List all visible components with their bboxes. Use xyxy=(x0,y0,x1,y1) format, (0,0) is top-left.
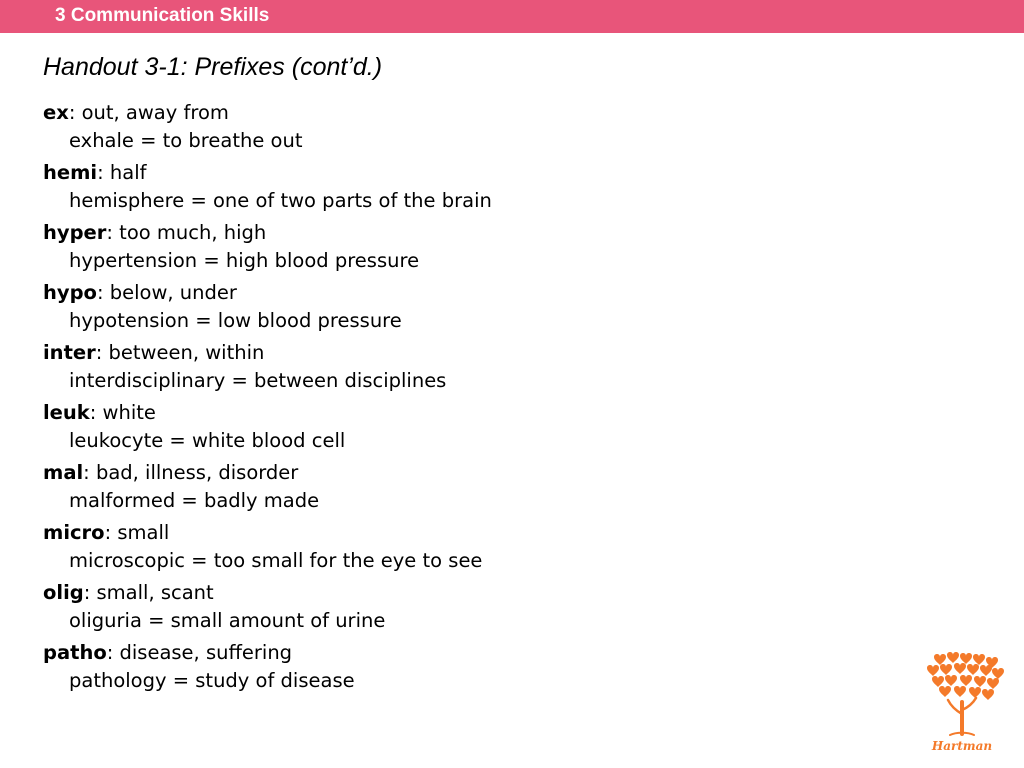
prefix-term: micro xyxy=(43,521,105,544)
prefix-definition xyxy=(43,159,843,187)
prefix-definition xyxy=(43,279,843,307)
prefix-term: olig xyxy=(43,581,84,604)
prefix-meaning: : too much, high xyxy=(106,221,267,244)
prefix-entry xyxy=(43,279,843,339)
prefix-meaning: : below, under xyxy=(96,281,237,304)
prefix-entry xyxy=(43,399,843,459)
prefix-example: hypotension = low blood pressure xyxy=(69,309,402,332)
prefix-term: hypo xyxy=(43,281,97,304)
prefix-meaning: : half xyxy=(97,161,147,184)
prefix-definition xyxy=(43,519,843,547)
prefix-example: hypertension = high blood pressure xyxy=(69,249,420,272)
hartman-logo xyxy=(920,652,1004,756)
prefix-definition xyxy=(43,459,843,487)
prefix-entry xyxy=(43,339,843,399)
prefix-meaning: : out, away from xyxy=(68,101,229,124)
prefix-entry xyxy=(43,99,843,159)
header-bar xyxy=(0,0,1024,33)
prefix-term: leuk xyxy=(43,401,90,424)
prefix-definition xyxy=(43,579,843,607)
prefix-term: mal xyxy=(43,461,84,484)
prefix-example: oliguria = small amount of urine xyxy=(69,609,386,632)
prefix-entry xyxy=(43,639,843,699)
prefix-meaning: : white xyxy=(89,401,156,424)
prefix-entry xyxy=(43,219,843,279)
section-title: 3 Communication Skills xyxy=(55,5,270,26)
prefix-definition xyxy=(43,339,843,367)
prefix-meaning: : bad, illness, disorder xyxy=(83,461,299,484)
prefix-example: interdisciplinary = between disciplines xyxy=(69,369,447,392)
prefix-example: pathology = study of disease xyxy=(69,669,355,692)
prefix-list xyxy=(43,99,843,699)
tree-trunk xyxy=(948,698,976,735)
prefix-meaning: : disease, suffering xyxy=(106,641,293,664)
hartman-wordmark: Hartman xyxy=(931,739,993,753)
prefix-entry xyxy=(43,579,843,639)
prefix-definition xyxy=(43,399,843,427)
prefix-meaning: : small xyxy=(104,521,170,544)
prefix-example: exhale = to breathe out xyxy=(69,129,303,152)
prefix-definition xyxy=(43,639,843,667)
handout-title: Handout 3-1: Prefixes (cont’d.) xyxy=(43,53,383,81)
prefix-example: hemisphere = one of two parts of the brain xyxy=(69,189,492,212)
prefix-definition xyxy=(43,219,843,247)
heart-tree-logo-icon xyxy=(920,652,1004,756)
prefix-example: leukocyte = white blood cell xyxy=(69,429,346,452)
heart-leaves xyxy=(927,652,1004,700)
prefix-example: malformed = badly made xyxy=(69,489,320,512)
prefix-entry xyxy=(43,519,843,579)
prefix-definition xyxy=(43,99,843,127)
prefix-term: hyper xyxy=(43,221,107,244)
prefix-entry xyxy=(43,159,843,219)
prefix-term: inter xyxy=(43,341,96,364)
prefix-entry xyxy=(43,459,843,519)
prefix-term: hemi xyxy=(43,161,98,184)
prefix-term: patho xyxy=(43,641,107,664)
prefix-example: microscopic = too small for the eye to see xyxy=(69,549,483,572)
prefix-term: ex xyxy=(43,101,69,124)
prefix-meaning: : small, scant xyxy=(83,581,214,604)
prefix-meaning: : between, within xyxy=(95,341,265,364)
